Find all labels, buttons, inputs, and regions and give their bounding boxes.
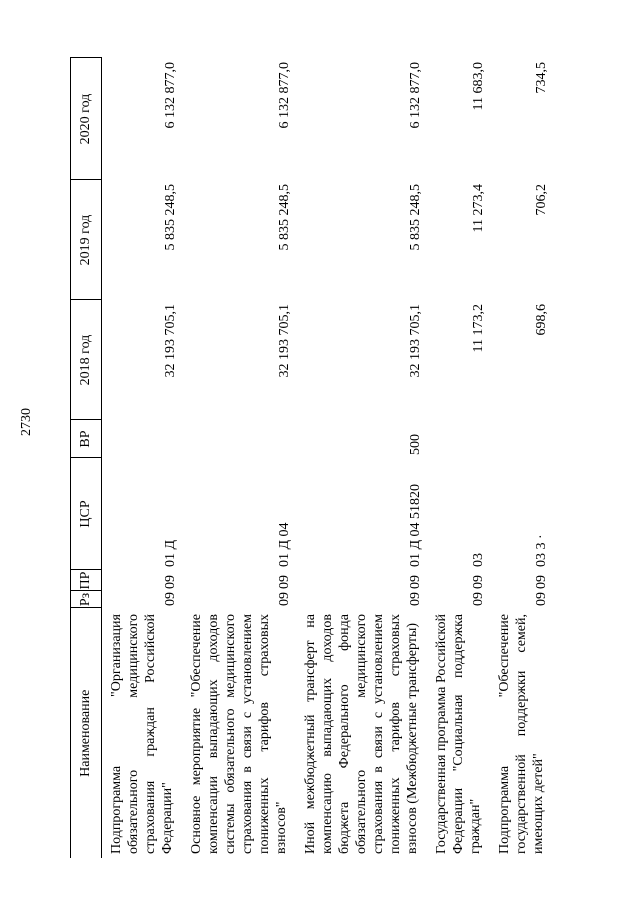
row-rz: 09 — [277, 592, 292, 606]
row-vr — [427, 420, 490, 458]
header-csr: ЦСР — [71, 458, 102, 570]
row-2020: 6 132 877,0 — [277, 62, 292, 129]
row-vr — [102, 420, 183, 458]
row-vr — [182, 420, 296, 458]
table-row — [102, 58, 183, 858]
row-2018: 698,6 — [534, 304, 549, 336]
row-2020: 11 683,0 — [471, 62, 486, 111]
row-2020: 6 132 877,0 — [408, 62, 423, 129]
row-2020: 734,5 — [534, 62, 549, 94]
row-2019: 5 835 248,5 — [408, 184, 423, 251]
row-2019: 11 273,4 — [471, 184, 486, 233]
row-csr: 03 3 · — [534, 534, 549, 567]
header-vr: ВР — [71, 420, 102, 458]
row-pr: 09 — [277, 575, 292, 589]
row-name: Иной межбюджетный трансферт на компенсацию выпадающих доходов бюджета Федерального фонда обязательного медицинского страхования в связи с установлением пониженных тарифов страховых взносов (Межбюджетные трансферты) — [303, 614, 420, 854]
row-2019: 706,2 — [534, 184, 549, 216]
row-pr: 09 — [408, 575, 423, 589]
row-name: Подпрограмма "Обеспечение государственной поддержки семей, имеющих детей" — [497, 614, 546, 854]
table-header-row — [71, 58, 102, 858]
table-row — [490, 58, 553, 858]
row-rz: 09 — [534, 592, 549, 606]
row-pr: 09 — [163, 575, 178, 589]
row-csr: 01 Д 04 51820 — [408, 483, 423, 567]
row-2020: 6 132 877,0 — [163, 62, 178, 129]
row-rz: 09 — [471, 592, 486, 606]
page-number: 2730 — [19, 408, 34, 436]
row-2018: 32 193 705,1 — [408, 304, 423, 378]
budget-table — [70, 58, 553, 859]
row-csr: 03 — [471, 553, 486, 567]
header-2020: 2020 год — [71, 58, 102, 180]
row-rz: 09 — [408, 592, 423, 606]
row-2019: 5 835 248,5 — [163, 184, 178, 251]
row-name: Основное мероприятие "Обеспечение компенсации выпадающих доходов системы обязательного медицинского страхования в связи с установлением пониженных тарифов страховых взносов" — [189, 614, 289, 854]
header-name: Наименование — [71, 608, 102, 858]
row-vr — [490, 420, 553, 458]
row-vr: 500 — [408, 434, 423, 455]
row-name: Подпрограмма "Организация обязательного медицинского страхования граждан Российской Федерации" — [109, 614, 175, 854]
row-pr: 09 — [534, 575, 549, 589]
row-csr: 01 Д — [163, 539, 178, 567]
header-rz: Рз — [71, 591, 102, 608]
row-pr: 09 — [471, 575, 486, 589]
table-row — [296, 58, 427, 858]
row-rz: 09 — [163, 592, 178, 606]
row-2019: 5 835 248,5 — [277, 184, 292, 251]
rotated-page — [70, 58, 618, 858]
table-row — [182, 58, 296, 858]
table-row — [427, 58, 490, 858]
header-2018: 2018 год — [71, 300, 102, 420]
header-pr: ПР — [71, 570, 102, 591]
row-name: Государственная программа Российской Федерации "Социальная поддержка граждан" — [434, 614, 483, 854]
row-2018: 32 193 705,1 — [277, 304, 292, 378]
row-csr: 01 Д 04 — [277, 522, 292, 567]
header-2019: 2019 год — [71, 180, 102, 300]
row-2018: 11 173,2 — [471, 304, 486, 353]
row-2018: 32 193 705,1 — [163, 304, 178, 378]
